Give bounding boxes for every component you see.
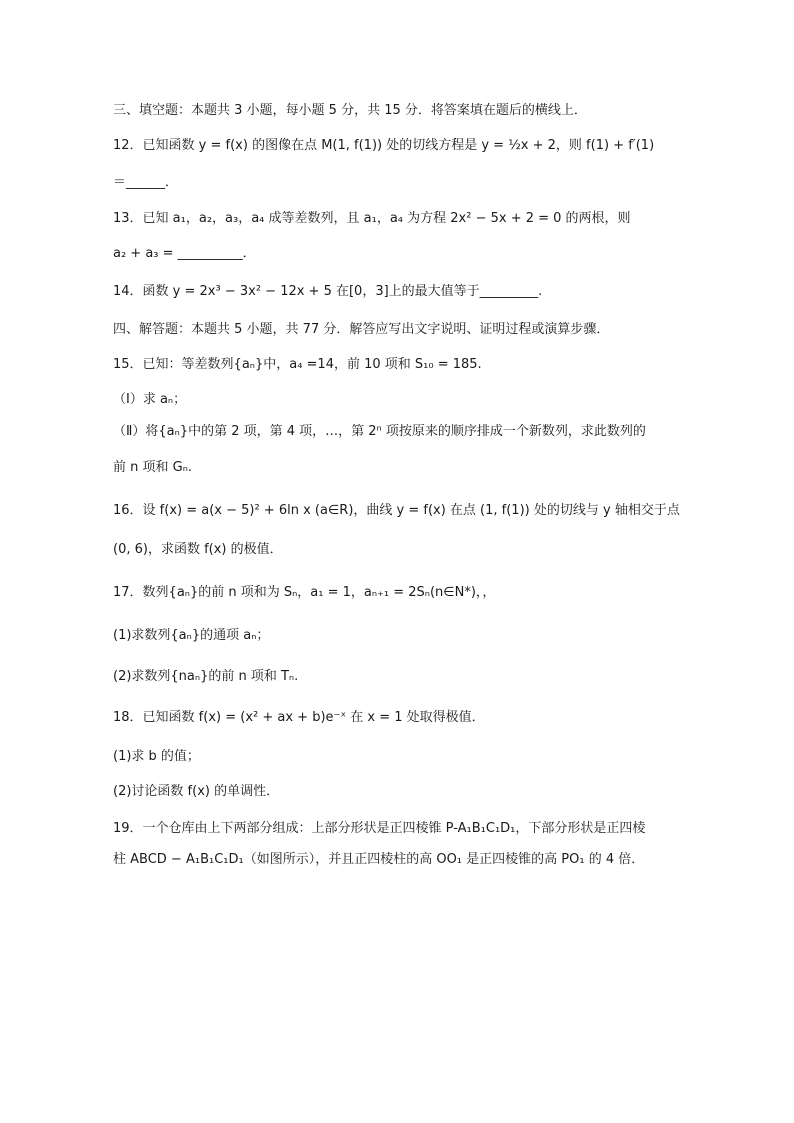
q19-line1: 19．一个仓库由上下两部分组成：上部分形状是正四棱锥 P-A₁B₁C₁D₁，下部分形状是正四棱	[113, 821, 646, 836]
q17-part1: (1)求数列{aₙ}的通项 aₙ；	[113, 628, 270, 643]
q12-line1: 12．已知函数 y = f(x) 的图像在点 M(1, f(1)) 处的切线方程是 y = ½x + 2，则 f(1) + f′(1)	[113, 138, 655, 153]
q16-line2: (0, 6)，求函数 f(x) 的极值．	[113, 542, 283, 557]
q18-part2: (2)讨论函数 f(x) 的单调性．	[113, 784, 280, 799]
q12-line2: ＝______．	[113, 175, 179, 190]
q16-line1: 16．设 f(x) = a(x − 5)² + 6ln x (a∈R)，曲线 y = f(x) 在点 (1, f(1)) 处的切线与 y 轴相交于点	[113, 503, 680, 518]
q14-line1: 14．函数 y = 2x³ − 3x² − 12x + 5 在[0，3]上的最大值等于_________.	[113, 284, 543, 299]
section3-header: 三、填空题：本题共 3 小题，每小题 5 分，共 15 分．将答案填在题后的横线上．	[113, 103, 587, 118]
q13-line1: 13．已知 a₁，a₂，a₃，a₄ 成等差数列，且 a₁，a₄ 为方程 2x² − 5x + 2 = 0 的两根，则	[113, 211, 631, 226]
q18-part1: (1)求 b 的值；	[113, 749, 200, 764]
q18-line1: 18．已知函数 f(x) = (x² + ax + b)e⁻ˣ 在 x = 1 处取得极值．	[113, 710, 485, 725]
q17-part2: (2)求数列{naₙ}的前 n 项和 Tₙ.	[113, 669, 299, 684]
q19-line2: 柱 ABCD − A₁B₁C₁D₁（如图所示），并且正四棱柱的高 OO₁ 是正四棱锥的高 PO₁ 的 4 倍．	[113, 852, 645, 867]
q15-line1: 15．已知：等差数列{aₙ}中，a₄ =14，前 10 项和 S₁₀ = 185.	[113, 357, 482, 372]
q13-line2: a₂ + a₃ = __________．	[113, 246, 256, 261]
q15-part1: （Ⅰ）求 aₙ；	[113, 392, 187, 407]
q15-part2b: 前 n 项和 Gₙ.	[113, 460, 193, 475]
section4-header: 四、解答题：本题共 5 小题，共 77 分．解答应写出文字说明、证明过程或演算步骤．	[113, 322, 610, 337]
q17-line1: 17．数列{aₙ}的前 n 项和为 Sₙ，a₁ = 1，aₙ₊₁ = 2Sₙ(n∈N*)，，	[113, 585, 496, 600]
q15-part2: （Ⅱ）将{aₙ}中的第 2 项，第 4 项，…，第 2ⁿ 项按原来的顺序排成一个新数列，求此数列的	[113, 424, 646, 439]
